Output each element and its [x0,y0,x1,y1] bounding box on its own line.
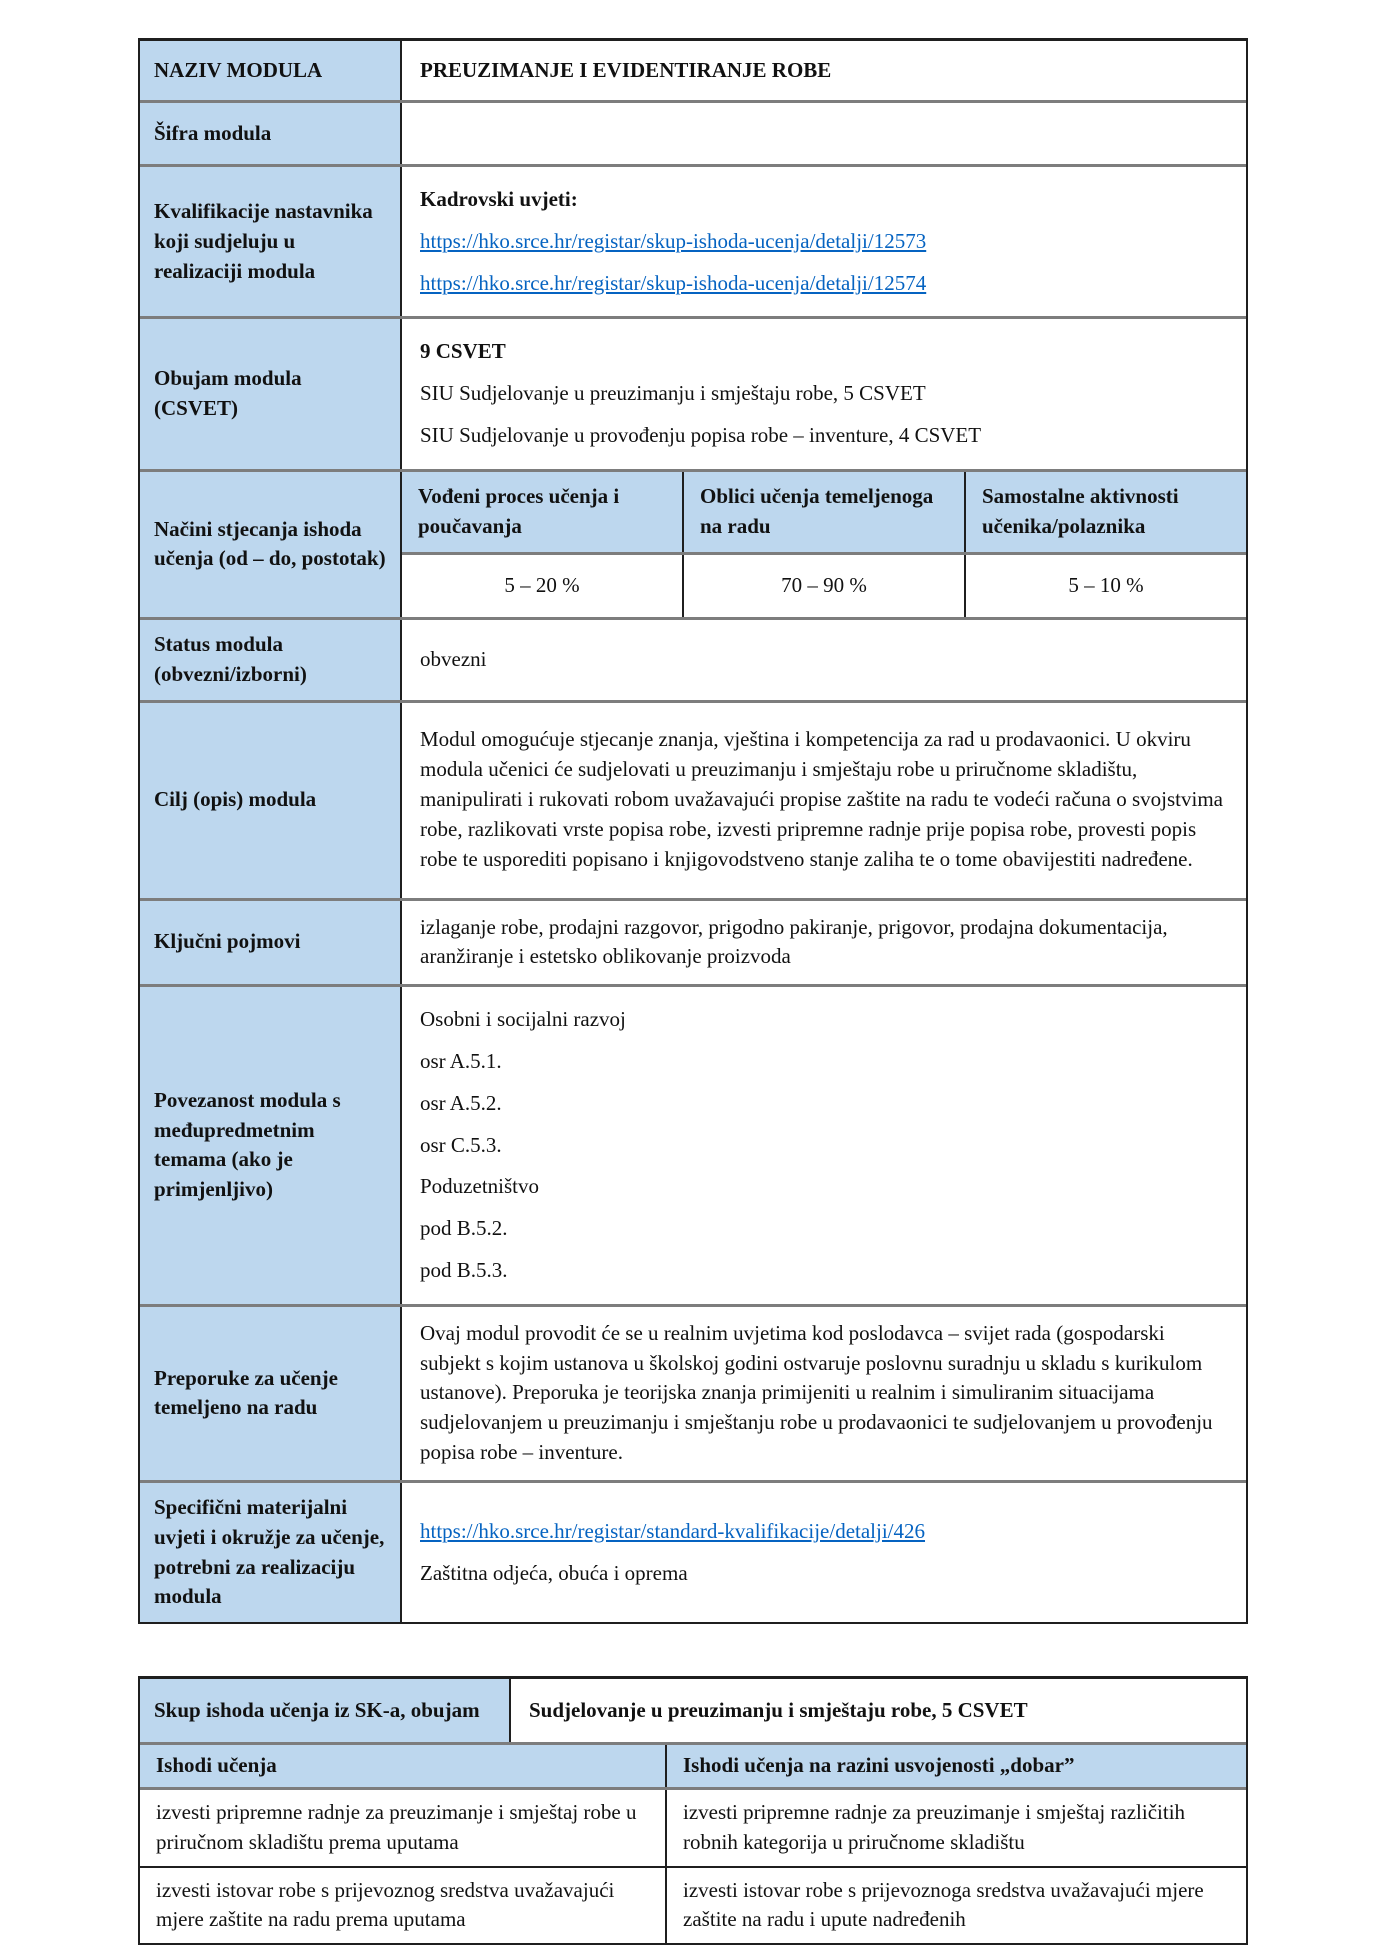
kadrovski-link-1[interactable]: https://hko.srce.hr/registar/skup-ishoda-ucenja/detalji/12573 [420,228,927,253]
skup-ishoda-title: Sudjelovanje u preuzimanju i smještaju robe, 5 CSVET [529,1697,1028,1722]
label-specificni-uvjeti [140,1483,402,1622]
value-kljucni-pojmovi [402,901,1246,985]
row-naziv-modula [140,41,1246,103]
outcomes-header-row [140,1745,1246,1790]
value-obujam-modula [402,319,1246,468]
status-value: obvezni [420,646,487,671]
label-text: Specifični materijalni uvjeti i okružje za učenje, potrebni za realizaciju modula [154,1494,385,1609]
table-gap [138,1624,1248,1676]
label-text: Preporuke za učenje temeljeno na radu [154,1365,338,1420]
row-nacini-stjecanja [140,472,1246,620]
label-skup-ishoda [140,1679,511,1742]
percent-oblici-ucenja [684,555,966,617]
header-text: Samostalne aktivnosti učenika/polaznika [982,483,1179,538]
label-kljucni-pojmovi [140,901,402,985]
value-sifra-modula [402,103,1246,164]
povezanost-line: pod B.5.2. [420,1216,508,1241]
value-povezanost-modula [402,987,1246,1304]
siu-line-2: SIU Sudjelovanje u provođenju popisa robe – inventure, 4 CSVET [420,423,982,448]
percent-vodeni-proces [402,555,684,617]
outcomes-row-1 [140,1790,1246,1868]
row-preporuke [140,1307,1246,1483]
povezanost-line: pod B.5.3. [420,1258,508,1282]
header-ishodi-dobar [667,1745,1246,1787]
label-text: Kvalifikacije nastavnika koji sudjeluju u realizaciji modula [154,199,373,283]
percent-value: 5 – 10 % [1068,572,1144,597]
nacini-values-row [402,555,1246,617]
label-text: Načini stjecanja ishoda učenja (od – do, postotak) [154,516,386,571]
value-status-modula [402,620,1246,700]
preporuke-paragraph: Ovaj modul provodit će se u realnim uvjetima kod poslodavca – svijet rada (gospodarski subjekt s kojim ustanova u školskoj godini ostvaruje poslovnu suradnju u skladu s kurikulom ustanove). Preporuka je teorijska znanja primijeniti u realnim i simuliranim situacijama sudjelovanjem u preuzimanju i smještanju robe u prodavaonici te sudjelovanjem u provođenju popisa robe – inventure. [420,1320,1213,1465]
row-cilj-modula [140,703,1246,901]
value-specificni-uvjeti [402,1483,1246,1622]
povezanost-line: osr C.5.3. [420,1132,502,1157]
header-ishodi-ucenja [140,1745,667,1787]
povezanost-line: osr A.5.1. [420,1048,502,1073]
nacini-header-row [402,472,1246,555]
label-text: NAZIV MODULA [154,57,323,82]
row-povezanost-modula [140,987,1246,1307]
outcome-text: izvesti istovar robe s prijevoznog sredstva uvažavajući mjere zaštite na radu prema uputama [156,1877,615,1932]
row-sifra-modula [140,103,1246,167]
row-kljucni-pojmovi [140,901,1246,988]
siu-line-1: SIU Sudjelovanje u preuzimanju i smještaju robe, 5 CSVET [420,381,926,406]
csvet-total: 9 CSVET [420,339,506,364]
row-kvalifikacije [140,167,1246,319]
kadrovski-uvjeti-heading: Kadrovski uvjeti: [420,187,578,211]
outcome-text: izvesti istovar robe s prijevoznoga sredstva uvažavajući mjere zaštite na radu i upute nadređenih [683,1877,1204,1932]
label-preporuke [140,1307,402,1480]
kadrovski-link-2[interactable]: https://hko.srce.hr/registar/skup-ishoda-ucenja/detalji/12574 [420,270,927,295]
header-text: Ishodi učenja na razini usvojenosti „dobar” [683,1753,1075,1778]
row-skup-ishoda [140,1679,1246,1745]
module-table [138,38,1248,1624]
label-text: Cilj (opis) modula [154,787,317,812]
kljucni-pojmovi-text: izlaganje robe, prodajni razgovor, prigodno pakiranje, prigovor, prodajna dokumentacija, aranžiranje i estetsko oblikovanje proizvoda [420,914,1168,969]
povezanost-line: osr A.5.2. [420,1090,502,1115]
value-naziv-modula [402,41,1246,100]
label-sifra-modula [140,103,402,164]
label-text: Šifra modula [154,120,272,145]
header-text: Oblici učenja temeljenoga na radu [700,483,934,538]
header-text: Vođeni proces učenja i poučavanja [418,483,620,538]
label-text: Ključni pojmovi [154,929,301,954]
outcome-cell [140,1868,667,1944]
header-vodeni-proces [402,472,684,552]
zastitna-oprema-text: Zaštitna odjeća, obuća i oprema [420,1560,688,1585]
povezanost-line: Poduzetništvo [420,1174,539,1199]
label-text: Povezanost modula s međupredmetnim temama (ako je primjenljivo) [154,1087,341,1202]
nacini-sub-table [402,472,1246,617]
header-oblici-ucenja [684,472,966,552]
header-samostalne-aktivnosti [966,472,1246,552]
outcomes-table [138,1676,1248,1945]
label-text: Status modula (obvezni/izborni) [154,631,307,686]
label-naziv-modula [140,41,402,100]
standard-kvalifikacije-link[interactable]: https://hko.srce.hr/registar/standard-kvalifikacije/detalji/426 [420,1518,926,1543]
row-specificni-uvjeti [140,1483,1246,1622]
label-cilj-modula [140,703,402,898]
label-povezanost-modula [140,987,402,1304]
header-text: Ishodi učenja [156,1753,277,1778]
label-nacini-stjecanja [140,472,402,617]
row-status-modula [140,620,1246,703]
label-status-modula [140,620,402,700]
label-kvalifikacije [140,167,402,316]
outcome-text: izvesti pripremne radnje za preuzimanje i smještaj robe u priručnom skladištu prema uputama [156,1799,637,1854]
label-text: Skup ishoda učenja iz SK-a, obujam [154,1697,480,1722]
value-cilj-modula [402,703,1246,898]
value-preporuke [402,1307,1246,1480]
value-kvalifikacije [402,167,1246,316]
outcome-cell [667,1790,1246,1866]
cilj-paragraph: Modul omogućuje stjecanje znanja, vještina i kompetencija za rad u prodavaonici. U okviru modula učenici će sudjelovati u preuzimanju i smještaju robe u priručnome skladištu, manipulirati i rukovati robom uvažavajući propise zaštite na radu te vodeći računa o svojstvima robe, razlikovati vrste popisa robe, izvesti pripremne radnje prije popisa robe, provesti popis robe te usporediti popisano i knjigovodstveno stanje zaliha te o tome obavijestiti nadređene. [420,727,1223,871]
povezanost-line: Osobni i socijalni razvoj [420,1007,626,1032]
outcomes-row-2 [140,1868,1246,1944]
outcome-cell [140,1790,667,1866]
percent-samostalne-aktivnosti [966,555,1246,617]
percent-value: 5 – 20 % [504,572,580,597]
outcome-cell [667,1868,1246,1944]
module-title: PREUZIMANJE I EVIDENTIRANJE ROBE [420,57,832,82]
percent-value: 70 – 90 % [781,572,867,597]
label-text: Obujam modula (CSVET) [154,366,302,421]
label-obujam-modula [140,319,402,468]
value-skup-ishoda [511,1679,1246,1742]
row-obujam-modula [140,319,1246,471]
outcome-text: izvesti pripremne radnje za preuzimanje i smještaj različitih robnih kategorija u priručnome skladištu [683,1799,1186,1854]
